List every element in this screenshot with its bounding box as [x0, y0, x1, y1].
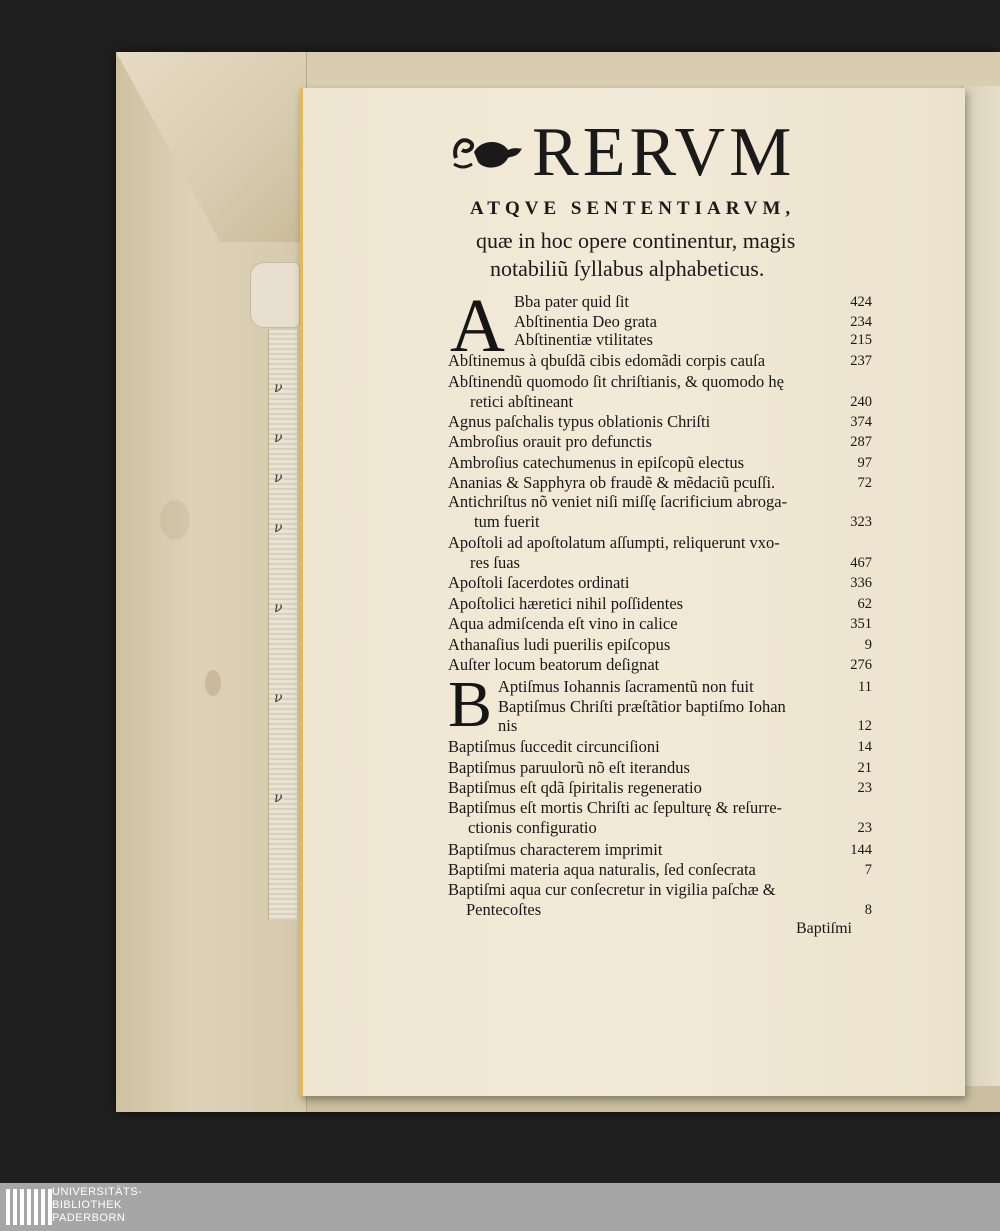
- text-block-edge: [268, 330, 297, 920]
- index-entry-page: 237: [850, 353, 872, 369]
- index-entry-page: 144: [850, 842, 872, 858]
- library-name-line: BIBLIOTHEK: [52, 1199, 122, 1211]
- index-entry-page: 23: [857, 820, 872, 836]
- edge-mark: ν: [274, 600, 283, 616]
- index-entry-page: 14: [857, 739, 872, 755]
- index-entry-text: Baptiſmi aqua cur conſecretur in vigilia paſchæ &: [448, 880, 776, 899]
- index-entry-text: Pentecoſtes: [466, 900, 542, 919]
- index-entry-text: Ambroſius catechumenus in epiſcopũ electus: [448, 453, 745, 472]
- index-title: RERVM: [532, 114, 796, 191]
- index-entry-page: 12: [857, 718, 872, 734]
- library-name-line: UNIVERSITÄTS-: [52, 1186, 143, 1198]
- vellum-stain: [160, 500, 190, 540]
- index-entry-text: ctionis configuratio: [468, 818, 597, 837]
- index-entry-page: 374: [850, 414, 872, 430]
- index-entry-page: 424: [850, 294, 872, 310]
- index-subtitle: ATQVE SENTENTIARVM,: [470, 198, 796, 219]
- index-entry-text: Abſtinemus à qbuſdã cibis edomãdi corpis cauſa: [448, 351, 766, 370]
- edge-mark: ν: [274, 380, 283, 396]
- index-entry-text: Baptiſmus Chriſti præſtãtior baptiſmo Iohan: [498, 697, 786, 716]
- index-entry-page: 276: [850, 657, 872, 673]
- edge-mark: ν: [274, 690, 283, 706]
- index-entry-text: Baptiſmus paruulorũ nõ eſt iterandus: [448, 758, 690, 777]
- vellum-stain: [205, 670, 221, 696]
- index-entry-text: Apoſtoli ſacerdotes ordinati: [448, 573, 630, 592]
- index-entry-page: 21: [857, 760, 872, 776]
- next-page-edge: [962, 86, 1000, 1086]
- index-entry-text: Baptiſmus eſt qdã ſpiritalis regeneratio: [448, 778, 702, 797]
- index-entry-text: Antichriſtus nõ veniet niſi miſſę ſacrificium abroga-: [448, 492, 788, 511]
- index-entry-text: Bba pater quid ſit: [514, 292, 630, 311]
- index-entry-page: 240: [850, 394, 872, 410]
- index-entry-text: Abſtinentia Deo grata: [514, 312, 657, 331]
- index-entry-text: Aptiſmus Iohannis ſacramentũ non fuit: [498, 677, 754, 696]
- index-heading-line: notabiliũ ſyllabus alphabeticus.: [490, 256, 765, 281]
- index-entry-page: 23: [857, 780, 872, 796]
- index-entry-page: 351: [850, 616, 872, 632]
- library-name: [52, 1186, 142, 1225]
- index-entry-text: tum fuerit: [474, 512, 540, 531]
- edge-mark: ν: [274, 790, 283, 806]
- index-entry-text: res ſuas: [470, 553, 520, 572]
- index-entry-page: 72: [857, 475, 872, 491]
- section-dropcap-b: B: [448, 668, 493, 741]
- index-entry-text: Ambroſius orauit pro defunctis: [448, 432, 652, 451]
- index-entry-page: 11: [858, 679, 872, 695]
- index-entry-text: Aqua admiſcenda eſt vino in calice: [448, 614, 678, 633]
- index-entry-text: Agnus paſchalis typus oblationis Chriſti: [448, 412, 711, 431]
- index-entry-text: Auſter locum beatorum deſignat: [448, 655, 660, 674]
- library-logo-icon: [6, 1189, 52, 1225]
- library-name-line: PADERBORN: [52, 1212, 126, 1224]
- index-entry-page: 97: [857, 455, 872, 471]
- index-entry-page: 62: [857, 596, 872, 612]
- page-tab: [250, 262, 300, 328]
- library-footer: [0, 1183, 1000, 1231]
- edge-mark: ν: [274, 470, 283, 486]
- index-entry-text: Apoſtoli ad apoſtolatum aſſumpti, reliquerunt vxo-: [448, 533, 780, 552]
- edge-mark: ν: [274, 520, 283, 536]
- index-entry-text: Abſtinentiæ vtilitates: [514, 330, 653, 349]
- index-entry-text: Athanaſius ludi puerilis epiſcopus: [448, 635, 671, 654]
- index-entry-page: 336: [850, 575, 872, 591]
- index-entry-text: nis: [498, 716, 518, 735]
- index-entry-text: Baptiſmi materia aqua naturalis, ſed conſecrata: [448, 860, 756, 879]
- index-entry-text: Baptiſmus ſuccedit circunciſioni: [448, 737, 660, 756]
- fleuron-ornament-icon: [450, 128, 524, 178]
- index-entry-text: Abſtinendũ quomodo ſit chriſtianis, & quomodo hę: [448, 372, 784, 391]
- index-entry-text: Ananias & Sapphyra ob fraudẽ & mẽdaciũ pcuſſi.: [448, 473, 776, 492]
- index-entry-page: 8: [864, 902, 872, 918]
- index-entry-text: Apoſtolici hæretici nihil poſſidentes: [448, 594, 684, 613]
- index-entry-text: Baptiſmus characterem imprimit: [448, 840, 663, 859]
- index-entry-page: 9: [864, 637, 872, 653]
- catchword: Baptiſmi: [796, 920, 852, 937]
- index-entry-page: 287: [850, 434, 872, 450]
- index-entry-page: 7: [864, 862, 872, 878]
- section-dropcap-a: A: [450, 284, 505, 368]
- edge-mark: ν: [274, 430, 283, 446]
- index-entry-page: 467: [850, 555, 872, 571]
- index-entry-page: 215: [850, 332, 872, 348]
- index-heading-line: quæ in hoc opere continentur, magis: [476, 228, 796, 253]
- index-entry-page: 234: [850, 314, 872, 330]
- index-entry-page: 323: [850, 514, 872, 530]
- index-entry-text: Baptiſmus eſt mortis Chriſti ac ſepulturę & reſurre-: [448, 798, 783, 817]
- index-entry-text: retici abſtineant: [470, 392, 574, 411]
